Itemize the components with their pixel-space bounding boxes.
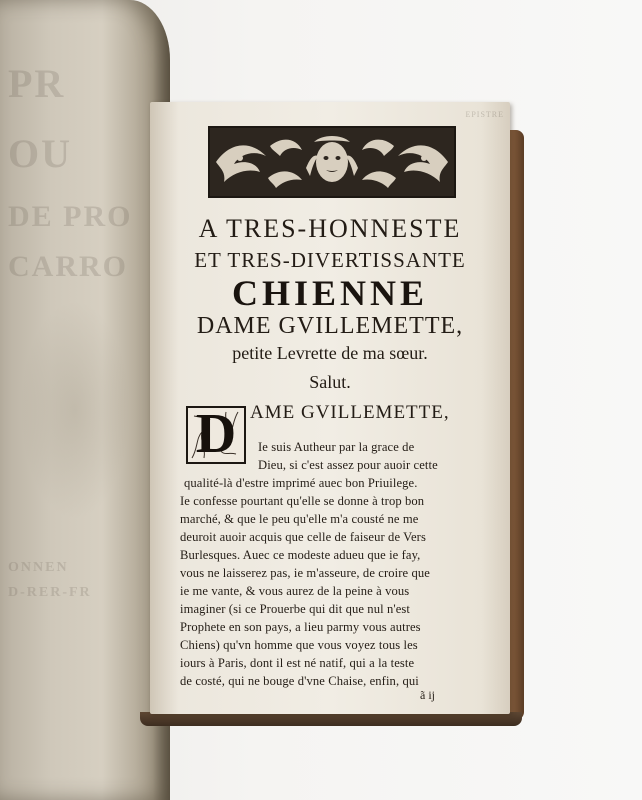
- greeting: Salut.: [309, 372, 351, 392]
- left-page-ghost-text: PR: [8, 61, 66, 106]
- left-page-ghost-text: D-RER-FR: [8, 585, 92, 600]
- left-page-ghost-text: ONNEN: [8, 560, 69, 575]
- title-line-2: ET TRES-DIVERTISSANTE: [194, 248, 466, 272]
- left-page-ghost-text: DE PRO: [8, 200, 133, 233]
- body-line: Dieu, si c'est assez pour auoir cette: [258, 458, 438, 472]
- dropcap-letter: D: [195, 406, 237, 464]
- headpiece-ornament-icon: [208, 126, 456, 198]
- body-line: Ie confesse pourtant qu'elle se donne à trop bon: [180, 494, 425, 508]
- body-line: qualité-là d'estre imprimé auec bon Priuilege.: [184, 476, 418, 490]
- body-line: deuroit auoir acquis que celle de faiseur de Vers: [180, 530, 426, 544]
- running-head-bleed: EPISTRE: [465, 110, 504, 119]
- body-line: imaginer (si ce Prouerbe qui dit que nul n'est: [180, 602, 411, 616]
- salutation: AME GVILLEMETTE,: [250, 402, 450, 423]
- left-page-ghost-text: OU: [8, 131, 72, 176]
- title-line-5: petite Levrette de ma sœur.: [232, 343, 428, 363]
- body-line: ie me vante, & vous aurez de la peine à vous: [180, 584, 410, 598]
- left-page-stain: [20, 300, 130, 520]
- left-page-ghost-text: CARRO: [8, 250, 128, 283]
- title-line-3: CHIENNE: [231, 273, 429, 313]
- book-cover-bottom: [140, 712, 522, 726]
- body-line: vous ne laisserez pas, ie m'asseure, de croire que: [180, 566, 430, 580]
- body-line: Chiens) qu'vn homme que vous voyez tous les: [180, 638, 418, 652]
- ornamental-initial-icon: [186, 406, 246, 464]
- body-line: iours à Paris, dont il est né natif, qui a la teste: [180, 656, 415, 670]
- left-page: [0, 0, 170, 800]
- title-line-1: A TRES-HONNESTE: [198, 214, 462, 243]
- title-line-4: DAME GVILLEMETTE,: [196, 313, 464, 339]
- body-line: de costé, qui ne bouge d'vne Chaise, enfin, qui: [180, 674, 419, 688]
- body-line: Burlesques. Auec ce modeste adueu que ie fay,: [180, 548, 421, 562]
- body-line: Ie suis Autheur par la grace de: [258, 440, 415, 454]
- printed-page: [150, 102, 510, 714]
- signature-mark: ã ij: [420, 688, 435, 702]
- body-line: Prophete en son pays, a lieu parmy vous autres: [180, 620, 421, 634]
- body-line: marché, & que le peu qu'elle m'a cousté ne me: [180, 512, 419, 526]
